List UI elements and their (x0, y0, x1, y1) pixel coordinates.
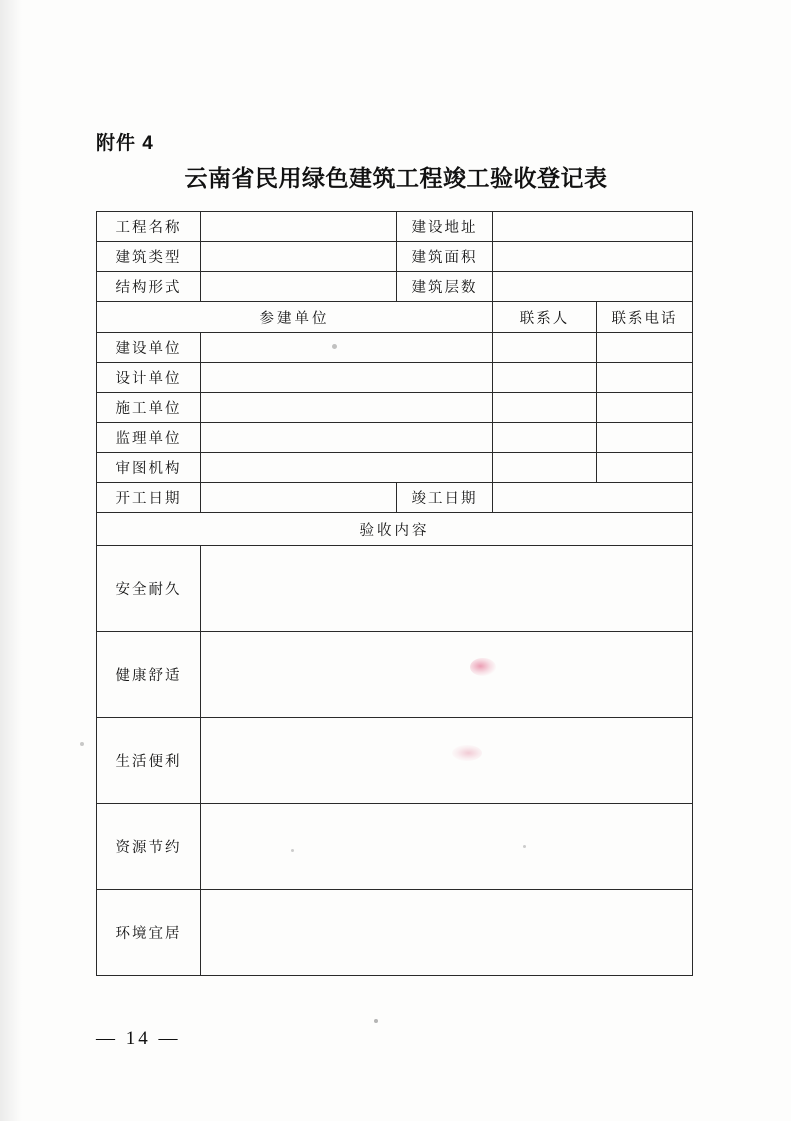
supervision-contact-phone-value[interactable] (597, 423, 693, 453)
construction-contact-phone-value[interactable] (597, 393, 693, 423)
table-row (97, 804, 693, 890)
completion-date-label: 竣工日期 (397, 483, 493, 513)
table-row (97, 423, 693, 453)
building-area-value[interactable] (493, 242, 693, 272)
structure-form-label: 结构形式 (97, 272, 201, 302)
life-convenience-label: 生活便利 (97, 718, 201, 804)
table-row (97, 453, 693, 483)
table-row (97, 242, 693, 272)
owner-unit-value[interactable] (201, 333, 493, 363)
supervision-unit-label: 监理单位 (97, 423, 201, 453)
review-contact-person-value[interactable] (493, 453, 597, 483)
acceptance-registration-form (96, 211, 693, 976)
project-name-value[interactable] (201, 212, 397, 242)
scan-artifact-speck (80, 742, 84, 746)
resource-saving-value[interactable] (201, 804, 693, 890)
table-row (97, 393, 693, 423)
review-agency-value[interactable] (201, 453, 493, 483)
resource-saving-label: 资源节约 (97, 804, 201, 890)
attachment-label: 附件 4 (96, 133, 154, 154)
table-row (97, 513, 693, 546)
construction-contact-person-value[interactable] (493, 393, 597, 423)
review-contact-phone-value[interactable] (597, 453, 693, 483)
table-row (97, 333, 693, 363)
project-name-label: 工程名称 (97, 212, 201, 242)
design-contact-phone-value[interactable] (597, 363, 693, 393)
design-unit-value[interactable] (201, 363, 493, 393)
table-row (97, 483, 693, 513)
health-comfort-value[interactable] (201, 632, 693, 718)
table-row (97, 212, 693, 242)
health-comfort-label: 健康舒适 (97, 632, 201, 718)
table-row (97, 718, 693, 804)
table-row (97, 632, 693, 718)
acceptance-content-label: 验收内容 (97, 513, 693, 546)
supervision-unit-value[interactable] (201, 423, 493, 453)
table-row (97, 363, 693, 393)
table-row (97, 272, 693, 302)
building-floors-value[interactable] (493, 272, 693, 302)
scan-edge-shadow (0, 0, 22, 1121)
supervision-contact-person-value[interactable] (493, 423, 597, 453)
safety-durability-label: 安全耐久 (97, 546, 201, 632)
participating-units-label: 参建单位 (97, 302, 493, 333)
construction-unit-value[interactable] (201, 393, 493, 423)
environment-livability-value[interactable] (201, 890, 693, 976)
contact-phone-label: 联系电话 (597, 302, 693, 333)
building-area-label: 建筑面积 (397, 242, 493, 272)
contact-person-label: 联系人 (493, 302, 597, 333)
table-row (97, 890, 693, 976)
scan-artifact-speck (374, 1019, 378, 1023)
start-date-value[interactable] (201, 483, 397, 513)
completion-date-value[interactable] (493, 483, 693, 513)
building-type-value[interactable] (201, 242, 397, 272)
environment-livability-label: 环境宜居 (97, 890, 201, 976)
design-contact-person-value[interactable] (493, 363, 597, 393)
page-title: 云南省民用绿色建筑工程竣工验收登记表 (184, 165, 608, 191)
start-date-label: 开工日期 (97, 483, 201, 513)
construction-site-label: 建设地址 (397, 212, 493, 242)
construction-site-value[interactable] (493, 212, 693, 242)
owner-contact-phone-value[interactable] (597, 333, 693, 363)
building-floors-label: 建筑层数 (397, 272, 493, 302)
design-unit-label: 设计单位 (97, 363, 201, 393)
owner-contact-person-value[interactable] (493, 333, 597, 363)
building-type-label: 建筑类型 (97, 242, 201, 272)
construction-unit-label: 施工单位 (97, 393, 201, 423)
table-row (97, 302, 693, 333)
safety-durability-value[interactable] (201, 546, 693, 632)
owner-unit-label: 建设单位 (97, 333, 201, 363)
structure-form-value[interactable] (201, 272, 397, 302)
life-convenience-value[interactable] (201, 718, 693, 804)
review-agency-label: 审图机构 (97, 453, 201, 483)
table-row (97, 546, 693, 632)
page-number: — 14 — (96, 1028, 181, 1049)
